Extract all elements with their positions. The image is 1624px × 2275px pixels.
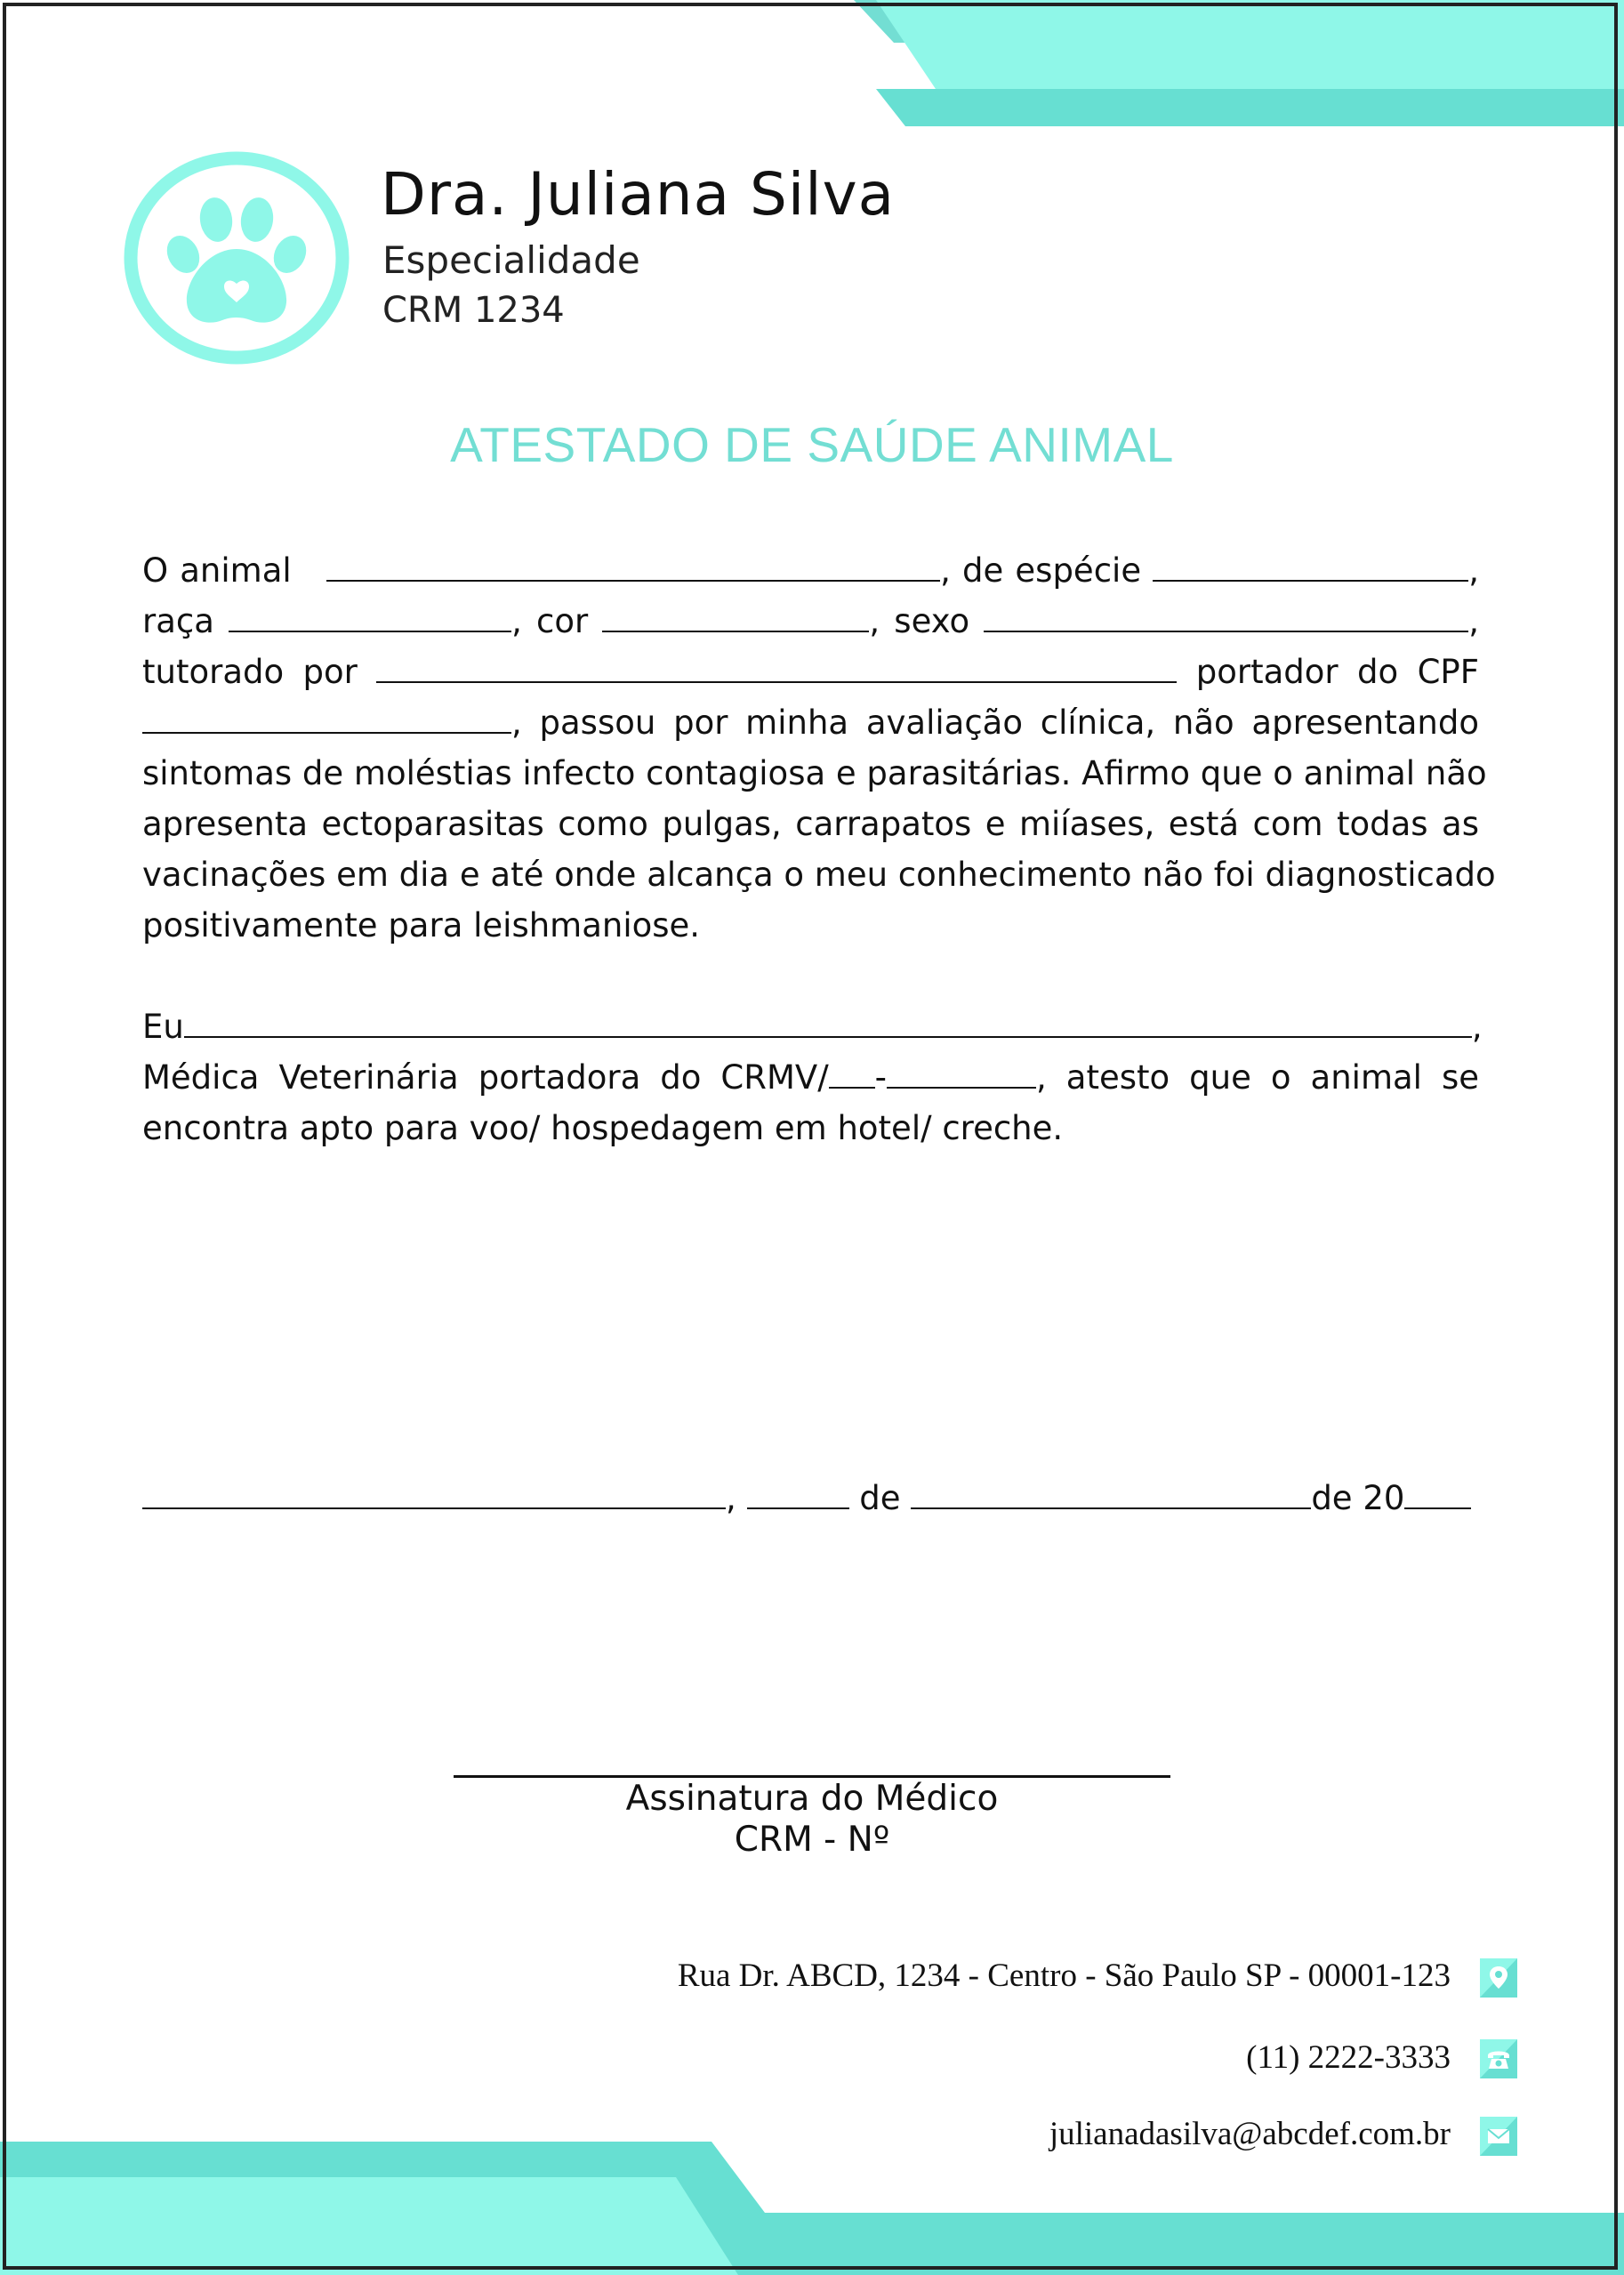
statement-line-7: vacinações em dia e até onde alcança o meu conhecimento não foi diagnosticado bbox=[142, 856, 1496, 894]
crm-number: CRM 1234 bbox=[382, 290, 565, 331]
species-blank bbox=[1153, 579, 1468, 582]
tutor-blank bbox=[376, 680, 1177, 683]
top-decoration bbox=[0, 0, 1624, 129]
attest-text: , atesto que o animal se bbox=[1036, 1058, 1479, 1097]
document-title: ATESTADO DE SAÚDE ANIMAL bbox=[450, 417, 1174, 472]
attestation-line-3: encontra apto para voo/ hospedagem em hotel/ creche. bbox=[142, 1109, 1064, 1147]
statement-line-5: sintomas de moléstias infecto contagiosa e parasitárias. Afirmo que o animal não bbox=[142, 754, 1487, 792]
contact-email: julianadasilva@abcdef.com.br bbox=[1049, 2116, 1451, 2152]
signature-line bbox=[454, 1775, 1170, 1778]
date-line: , de de 20 bbox=[142, 1473, 1476, 1523]
contact-phone: (11) 2222-3333 bbox=[1246, 2039, 1451, 2076]
crmv-label: Médica Veterinária portadora do CRMV/ bbox=[142, 1058, 829, 1097]
date-de-label: de bbox=[859, 1479, 901, 1517]
sex-label: , sexo bbox=[869, 602, 970, 640]
paragraph-veterinarian-attestation bbox=[142, 1001, 1483, 1154]
tutor-label: tutorado por bbox=[142, 653, 358, 691]
top-band-light bbox=[876, 0, 1624, 89]
evaluation-text: , passou por minha avaliação clínica, não apresentando bbox=[511, 703, 1479, 742]
line-tutor bbox=[142, 647, 1479, 697]
paw-icon bbox=[123, 149, 350, 366]
signature-label: Assinatura do Médico bbox=[625, 1779, 999, 1819]
statement-line-8: positivamente para leishmaniose. bbox=[142, 906, 701, 945]
color-blank bbox=[602, 630, 869, 632]
signature-crm-label: CRM - Nº bbox=[734, 1820, 890, 1860]
eu-label: Eu bbox=[142, 1008, 184, 1046]
line-breed: raça , cor , sexo , bbox=[142, 602, 1480, 640]
month-blank bbox=[911, 1507, 1311, 1509]
veterinarian-name-blank bbox=[184, 1035, 1472, 1038]
animal-label: O animal bbox=[142, 551, 292, 590]
phone-icon bbox=[1480, 2039, 1517, 2078]
line-crmv bbox=[142, 1052, 1479, 1103]
day-blank bbox=[747, 1507, 849, 1509]
date-year-label: de 20 bbox=[1311, 1479, 1405, 1517]
crmv-state-blank bbox=[829, 1086, 875, 1089]
paragraph-health-statement bbox=[142, 545, 1496, 951]
color-label: , cor bbox=[511, 602, 589, 640]
line-animal: O animal , de espécie , bbox=[142, 551, 1480, 590]
year-blank bbox=[1404, 1507, 1471, 1509]
specialty: Especialidade bbox=[382, 238, 640, 282]
line-eu: Eu , bbox=[142, 1008, 1483, 1046]
sex-blank bbox=[984, 630, 1468, 632]
doctor-name: Dra. Juliana Silva bbox=[381, 160, 896, 229]
statement-line-6: apresenta ectoparasitas como pulgas, carrapatos e miíases, está com todas as bbox=[142, 805, 1479, 843]
cpf-label: portador do CPF bbox=[1195, 653, 1480, 691]
breed-label: raça bbox=[142, 602, 214, 640]
breed-blank bbox=[229, 630, 511, 632]
crmv-dash: - bbox=[874, 1058, 888, 1097]
line-evaluation bbox=[142, 697, 1479, 748]
cpf-blank bbox=[142, 731, 511, 734]
bottom-band-light bbox=[0, 2177, 738, 2275]
top-band-dark bbox=[876, 89, 1624, 126]
location-icon bbox=[1480, 1958, 1517, 1998]
animal-name-blank bbox=[326, 579, 940, 582]
city-blank bbox=[142, 1507, 726, 1509]
species-label: , de espécie bbox=[940, 551, 1142, 590]
crmv-number-blank bbox=[887, 1086, 1036, 1089]
bottom-decoration bbox=[0, 2142, 1624, 2275]
contact-address: Rua Dr. ABCD, 1234 - Centro - São Paulo SP - 00001-123 bbox=[677, 1957, 1451, 1994]
